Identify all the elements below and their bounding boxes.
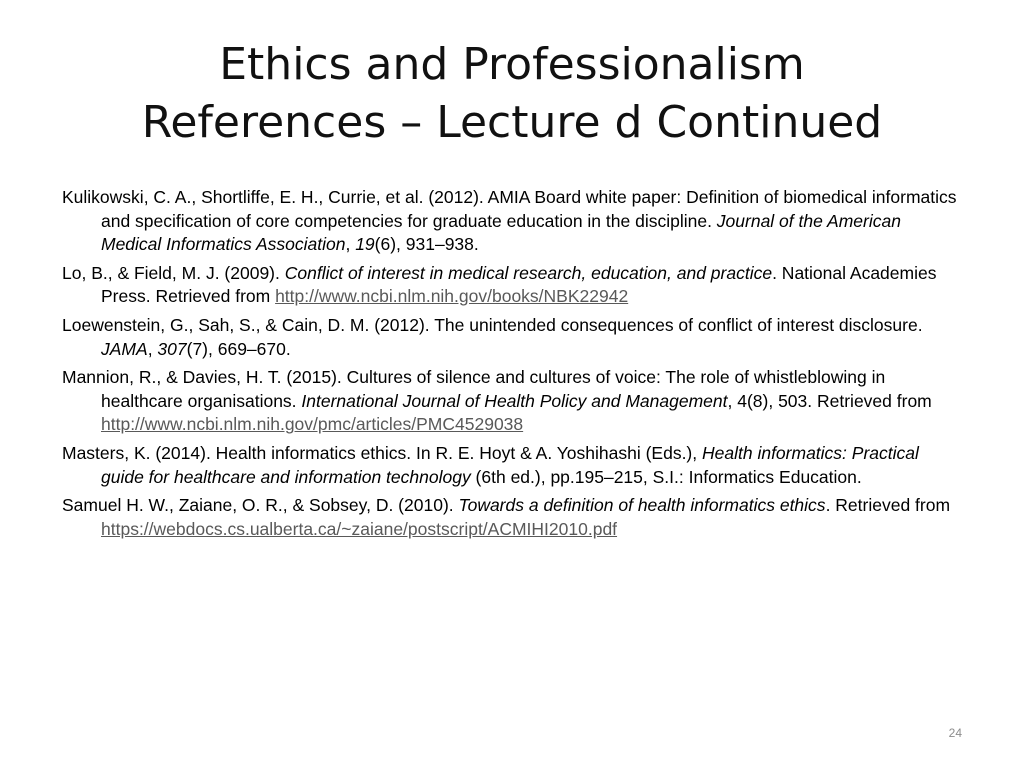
reference-text: Samuel H. W., Zaiane, O. R., & Sobsey, D. (2010). <box>62 495 459 516</box>
reference-text: Kulikowski, C. A., Shortliffe, E. H., Currie, et al. (2012). AMIA Board white paper: Definition of biomedical informatics and specification of core competencies for graduate education in the discipline. <box>62 187 957 231</box>
reference-text-tail: . National Academies Press. Retrieved from <box>101 262 937 307</box>
reference-mannion <box>62 366 962 437</box>
reference-link[interactable]: https://webdocs.cs.ualberta.ca/~zaiane/postscript/ACMIHI2010.pdf <box>101 518 618 539</box>
reference-pages: (7), 669–670. <box>186 338 291 359</box>
page-number: 24 <box>948 726 962 740</box>
journal-title: Journal of the American Medical Informatics Association <box>101 210 901 255</box>
slide-title-line-2: References – Lecture d Continued <box>141 97 883 148</box>
slide-title <box>40 36 984 152</box>
reference-separator: , <box>345 234 356 255</box>
reference-link[interactable]: http://www.ncbi.nlm.nih.gov/pmc/articles/PMC4529038 <box>101 414 524 435</box>
reference-loewenstein <box>62 314 962 361</box>
reference-text: Masters, K. (2014). Health informatics ethics. In R. E. Hoyt & A. Yoshihashi (Eds.), <box>62 442 702 463</box>
reference-list <box>62 186 962 546</box>
journal-title: JAMA <box>101 338 148 359</box>
book-title: Conflict of interest in medical research, education, and practice <box>284 262 773 283</box>
book-title: Health informatics: Practical guide for healthcare and information technology <box>101 442 919 487</box>
reference-pages: (6), 931–938. <box>374 234 479 255</box>
reference-kulikowski <box>62 186 962 257</box>
reference-text: Loewenstein, G., Sah, S., & Cain, D. M. (2012). The unintended consequences of conflict of interest disclosure. <box>62 314 923 335</box>
reference-link[interactable]: http://www.ncbi.nlm.nih.gov/books/NBK22942 <box>275 286 629 307</box>
reference-text-tail: . Retrieved from <box>825 495 951 516</box>
reference-text-tail: , 4(8), 503. Retrieved from <box>727 390 932 411</box>
reference-lo-field <box>62 262 962 309</box>
reference-samuel <box>62 494 962 541</box>
reference-text: Mannion, R., & Davies, H. T. (2015). Cultures of silence and cultures of voice: The role of whistleblowing in healthcare organisations. <box>62 367 886 411</box>
reference-separator: , <box>147 338 158 359</box>
reference-text-tail: (6th ed.), pp.195–215, S.I.: Informatics Education. <box>470 466 862 487</box>
reference-text: Lo, B., & Field, M. J. (2009). <box>62 262 285 283</box>
paper-title: Towards a definition of health informatics ethics <box>458 495 826 516</box>
journal-volume: 307 <box>157 338 187 359</box>
reference-masters <box>62 442 962 489</box>
journal-volume: 19 <box>355 234 375 255</box>
slide-title-line-1: Ethics and Professionalism <box>219 39 805 90</box>
journal-title: International Journal of Health Policy and Management <box>301 390 728 411</box>
